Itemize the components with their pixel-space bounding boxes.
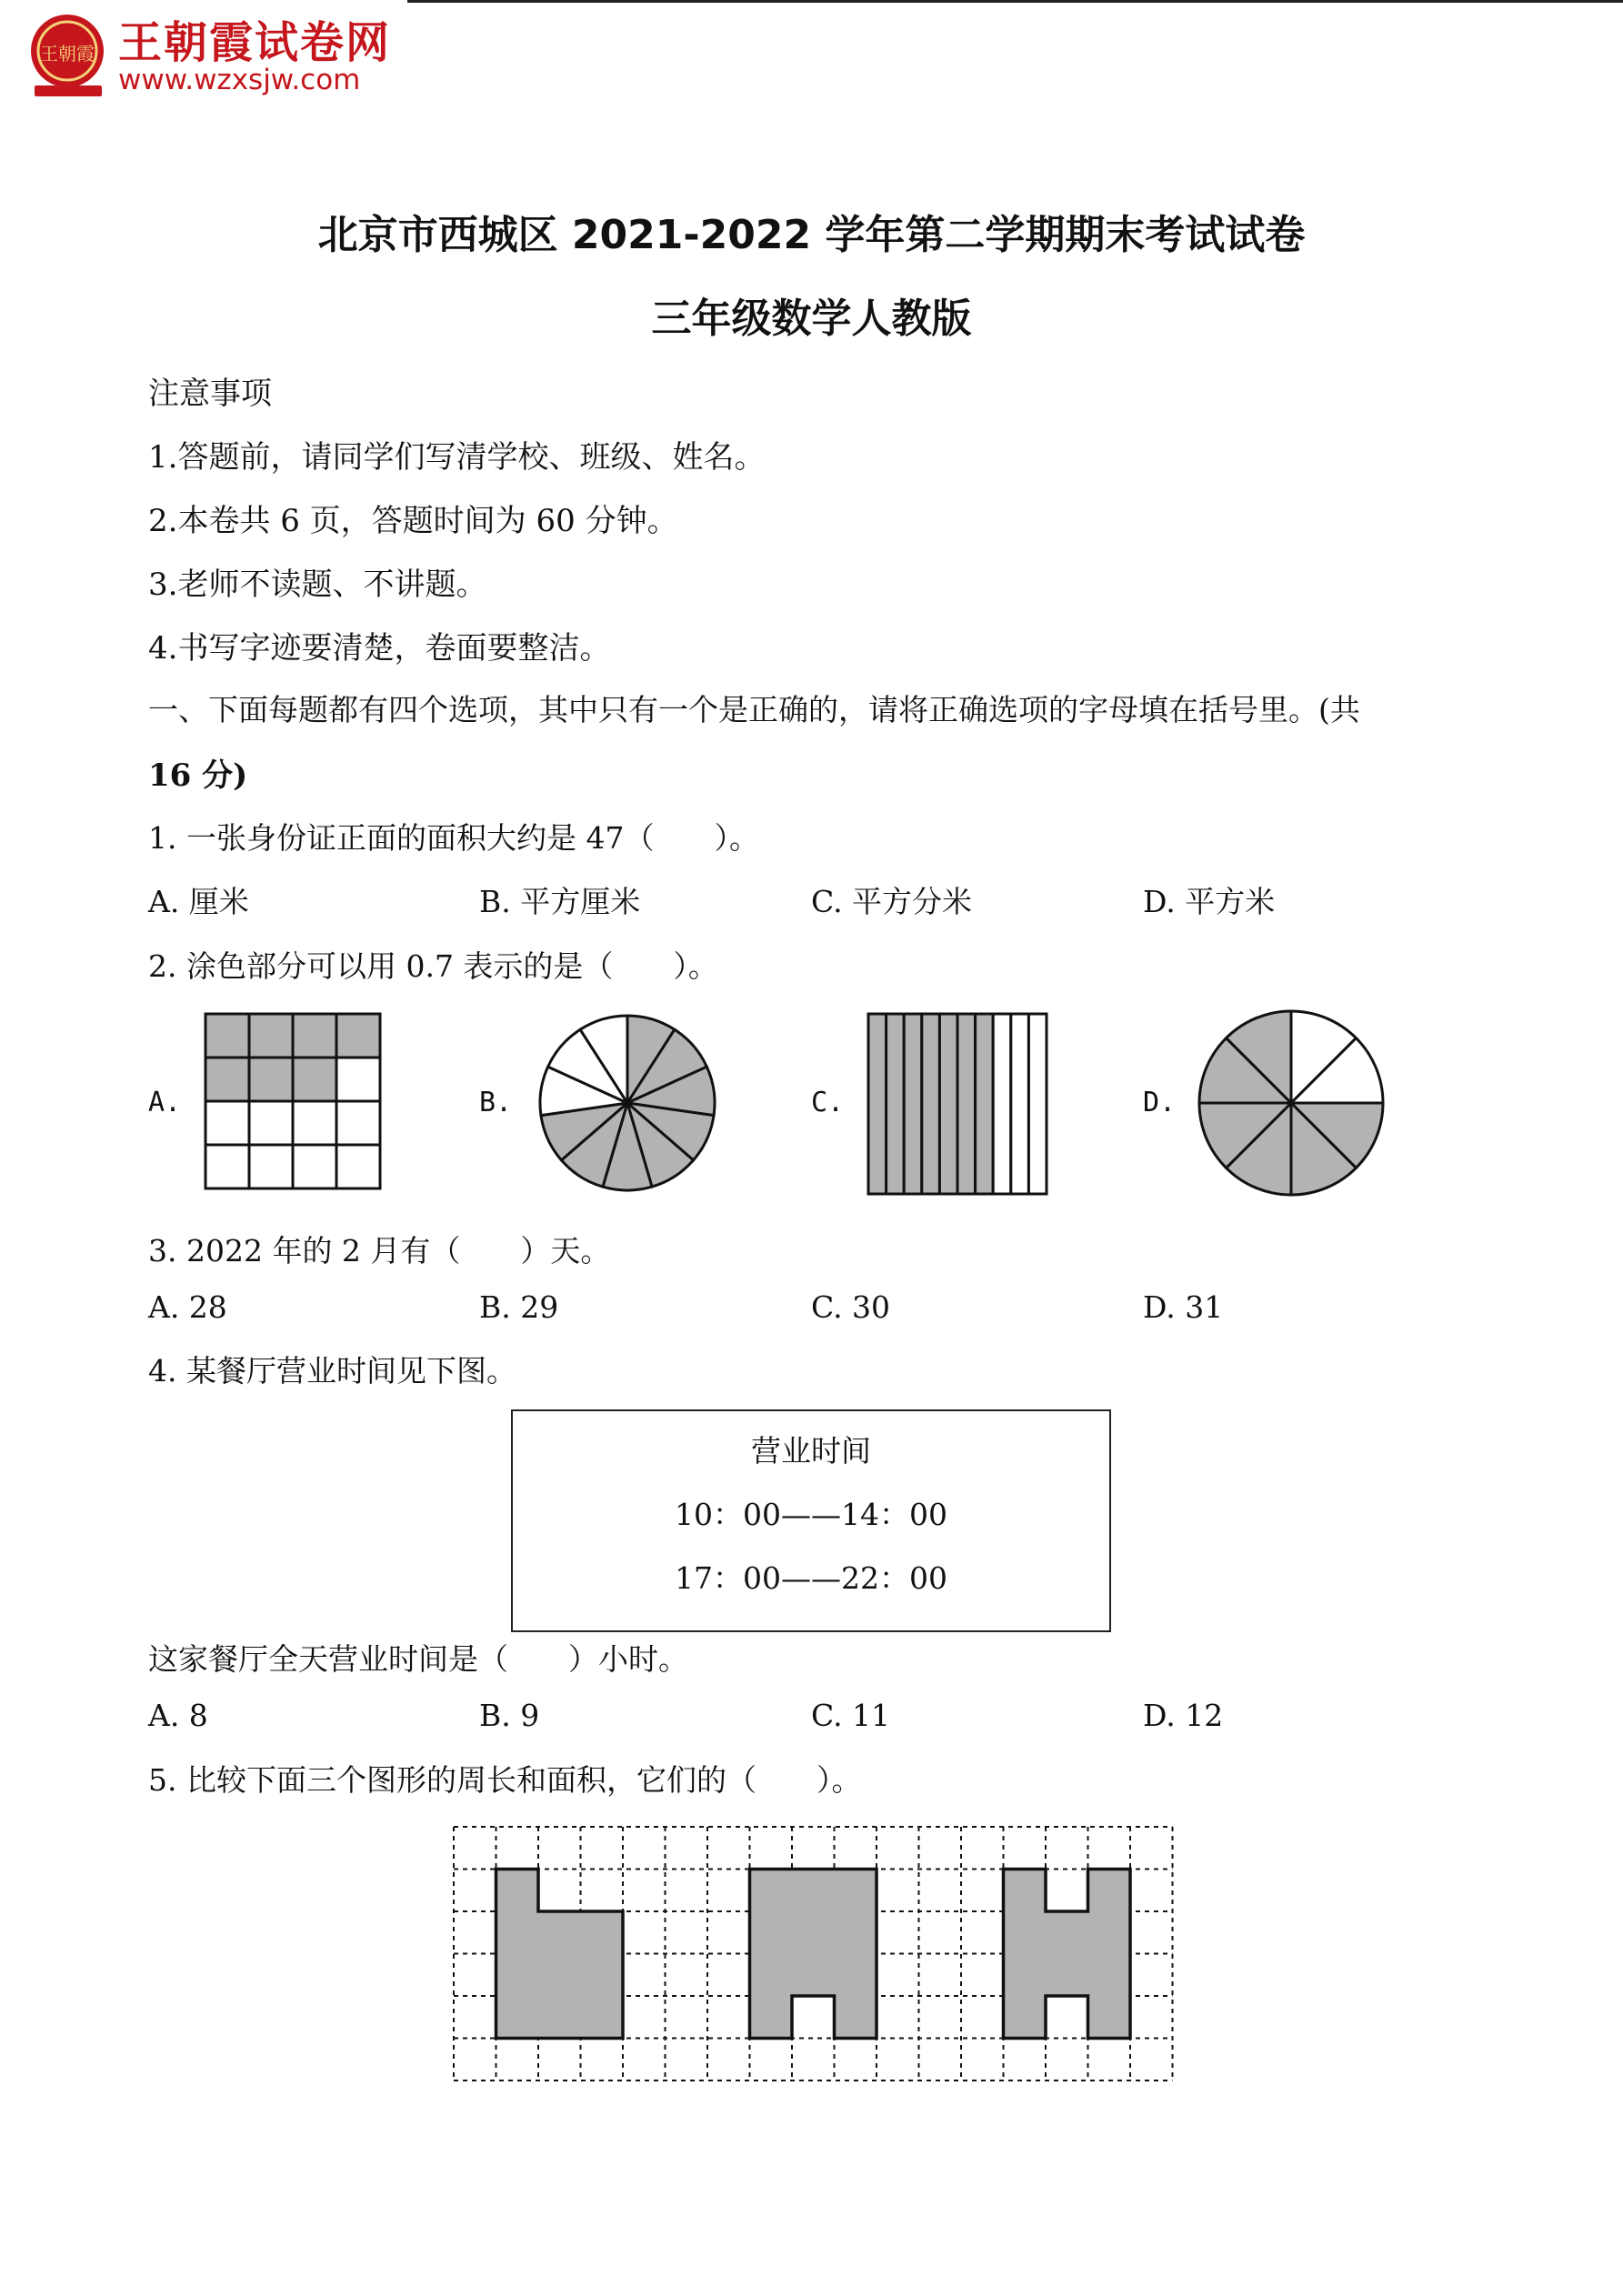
question-2-stem: 2. 涂色部分可以用 0.7 表示的是（ ）。: [148, 948, 718, 984]
grid-cell: [249, 1145, 293, 1188]
header-rule: [407, 0, 1623, 3]
note-item: 1.答题前，请同学们写清学校、班级、姓名。: [148, 439, 766, 476]
grid-cell: [205, 1101, 249, 1145]
q4-option-b[interactable]: B. 9: [479, 1698, 540, 1733]
grid-cell: [249, 1058, 293, 1101]
grid-cell: [293, 1014, 336, 1058]
q1-option-d[interactable]: D. 平方米: [1143, 884, 1276, 919]
notes-heading: 注意事项: [148, 376, 272, 412]
q2-option-b[interactable]: B.: [479, 1087, 513, 1118]
q5-shape-1: [496, 1870, 624, 2039]
strip: [939, 1014, 957, 1194]
q4-option-c[interactable]: C. 11: [811, 1698, 891, 1733]
business-hours-box: [511, 1409, 1111, 1632]
grid-cell: [249, 1014, 293, 1058]
strip: [976, 1014, 994, 1194]
page-title: 北京市西城区 2021-2022 学年第二学期期末考试试卷: [317, 212, 1306, 258]
strip: [957, 1014, 976, 1194]
q2-figure-d: [1196, 1008, 1387, 1198]
grid-cell: [336, 1014, 380, 1058]
grid-cell: [293, 1101, 336, 1145]
strip: [922, 1014, 940, 1194]
grid-cell: [336, 1101, 380, 1145]
brand-name: 王朝霞试卷网: [118, 17, 392, 68]
grid-cell: [205, 1014, 249, 1058]
business-hours-morning: 10：00——14：00: [675, 1497, 947, 1532]
grid-cell: [336, 1145, 380, 1188]
strip: [1028, 1014, 1047, 1194]
question-5-stem: 5. 比较下面三个图形的周长和面积，它们的（ ）。: [148, 1762, 862, 1798]
q1-option-a[interactable]: A. 厘米: [148, 884, 249, 919]
q5-shape-3: [1004, 1870, 1131, 2039]
q3-option-c[interactable]: C. 30: [811, 1289, 891, 1325]
q2-option-c[interactable]: C.: [811, 1087, 845, 1118]
question-3-stem: 3. 2022 年的 2 月有（ ）天。: [148, 1233, 611, 1268]
seal-icon: [27, 9, 109, 100]
q2-option-d[interactable]: D.: [1143, 1087, 1177, 1118]
business-hours-title: 营业时间: [751, 1433, 871, 1469]
q3-option-d[interactable]: D. 31: [1143, 1289, 1224, 1325]
strip: [887, 1014, 905, 1194]
question-4-stem: 4. 某餐厅营业时间见下图。: [148, 1353, 516, 1389]
q3-option-a[interactable]: A. 28: [148, 1289, 227, 1325]
q4-option-a[interactable]: A. 8: [148, 1698, 208, 1733]
grid-cell: [293, 1058, 336, 1101]
business-hours-evening: 17：00——22：00: [675, 1560, 947, 1596]
q5-shape-2: [750, 1870, 877, 2039]
q1-option-c[interactable]: C. 平方分米: [811, 884, 973, 919]
grid-cell: [293, 1145, 336, 1188]
grid-cell: [205, 1145, 249, 1188]
strip: [993, 1014, 1011, 1194]
site-logo: [27, 5, 409, 105]
question-4-followup: 这家餐厅全天营业时间是（ ）小时。: [148, 1641, 688, 1677]
q2-option-a[interactable]: A.: [148, 1087, 182, 1118]
grid-cell: [336, 1058, 380, 1101]
section-heading: 一、下面每题都有四个选项，其中只有一个是正确的，请将正确选项的字母填在括号里。(共: [148, 692, 1360, 727]
note-item: 3.老师不读题、不讲题。: [148, 566, 487, 603]
q2-figure-b: [536, 1012, 718, 1194]
strip: [868, 1014, 887, 1194]
q1-option-b[interactable]: B. 平方厘米: [479, 884, 641, 919]
note-item: 4.书写字迹要清楚，卷面要整洁。: [148, 630, 611, 667]
strip: [904, 1014, 922, 1194]
note-item: 2.本卷共 6 页，答题时间为 60 分钟。: [148, 503, 678, 539]
question-1-stem: 1. 一张身份证正面的面积大约是 47（ ）。: [148, 820, 759, 856]
section-heading-cont: 16 分): [148, 757, 248, 794]
q5-dotted-grid-figure: [450, 1823, 1177, 2096]
q2-figure-c: [867, 1012, 1048, 1194]
page-subtitle: 三年级数学人教版: [651, 296, 972, 342]
brand-url[interactable]: www.wzxsjw.com: [118, 64, 361, 96]
q2-figure-a: [204, 1012, 386, 1194]
seal-text: 王朝霞: [40, 43, 95, 65]
grid-cell: [249, 1101, 293, 1145]
strip: [1011, 1014, 1029, 1194]
q4-option-d[interactable]: D. 12: [1143, 1698, 1224, 1733]
q3-option-b[interactable]: B. 29: [479, 1289, 559, 1325]
grid-cell: [205, 1058, 249, 1101]
